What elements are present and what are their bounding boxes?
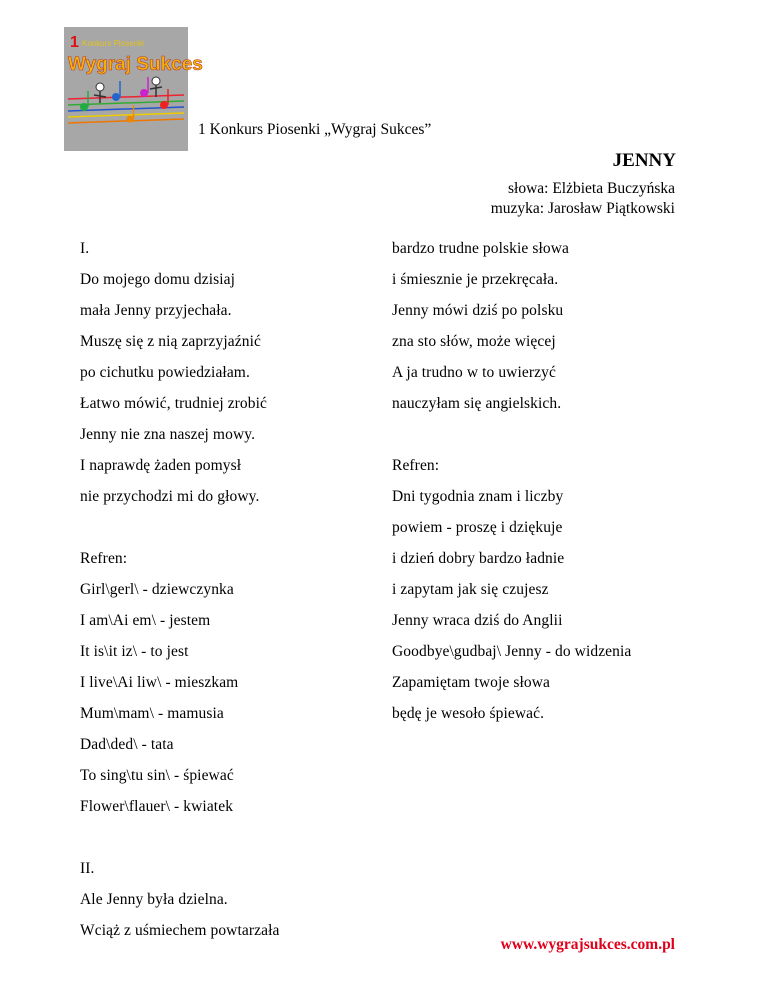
lyric-line: Ale Jenny była dzielna. [80,891,228,908]
lyric-line: i śmiesznie je przekręcała. [392,271,559,288]
contest-logo-icon [64,27,203,151]
lyric-line: Flower\flauer\ - kwiatek [80,798,234,815]
lyric-line: Do mojego domu dzisiaj [80,271,236,288]
lyric-line: Jenny nie zna naszej mowy. [80,426,256,443]
lyrics-credit: słowa: Elżbieta Buczyńska [507,180,675,197]
refrain-label: Refren: [80,550,128,567]
lyric-line: Muszę się z nią zaprzyjaźnić [80,333,261,350]
contest-name: 1 Konkurs Piosenki „Wygraj Sukces” [198,121,432,138]
logo-small-text: Konkurs Piosenki [82,39,144,48]
lyric-line: Wciąż z uśmiechem powtarzała [80,922,280,939]
lyric-line: nauczyłam się angielskich. [392,395,562,412]
lyric-line: Girl\gerl\ - dziewczynka [80,581,234,598]
lyric-line: To sing\tu sin\ - śpiewać [80,767,234,784]
logo-big-text: Wygraj Sukces [68,54,203,75]
song-title: JENNY [612,150,676,171]
lyric-line: I live\Ai liw\ - mieszkam [80,674,239,691]
music-credit: muzyka: Jarosław Piątkowski [490,200,675,217]
lyric-line: bardzo trudne polskie słowa [392,240,570,257]
lyric-line: powiem - proszę i dziękuje [392,519,563,536]
lyric-line: A ja trudno w to uwierzyć [392,364,556,381]
logo-number: 1 [70,34,79,51]
lyric-line: It is\it iz\ - to jest [80,643,189,660]
lyric-line: Dad\ded\ - tata [80,736,174,753]
lyric-line: i zapytam jak się czujesz [392,581,549,598]
lyric-line: Mum\mam\ - mamusia [80,705,224,722]
refrain-label: Refren: [392,457,440,474]
lyric-line: nie przychodzi mi do głowy. [80,488,260,505]
lyric-line: mała Jenny przyjechała. [80,302,232,319]
lyric-line: Goodbye\gudbaj\ Jenny - do widzenia [392,643,632,660]
lyric-line: Łatwo mówić, trudniej zrobić [80,395,268,412]
lyric-line: po cichutku powiedziałam. [80,364,250,381]
lyric-line: Dni tygodnia znam i liczby [392,488,564,505]
lyric-line: Jenny wraca dziś do Anglii [392,612,563,629]
verse-number: II. [80,860,95,877]
lyric-line: i dzień dobry bardzo ładnie [392,550,565,567]
verse-number: I. [80,240,90,257]
lyric-line: będę je wesoło śpiewać. [392,705,545,722]
dancing-figures-icon [94,77,162,103]
website-link[interactable]: www.wygrajsukces.com.pl [500,936,675,953]
lyric-line: zna sto słów, może więcej [392,333,556,350]
lyric-line: I am\Ai em\ - jestem [80,612,211,629]
lyric-line: I naprawdę żaden pomysł [80,457,242,474]
lyric-line: Zapamiętam twoje słowa [392,674,551,691]
lyric-line: Jenny mówi dziś po polsku [392,302,564,319]
